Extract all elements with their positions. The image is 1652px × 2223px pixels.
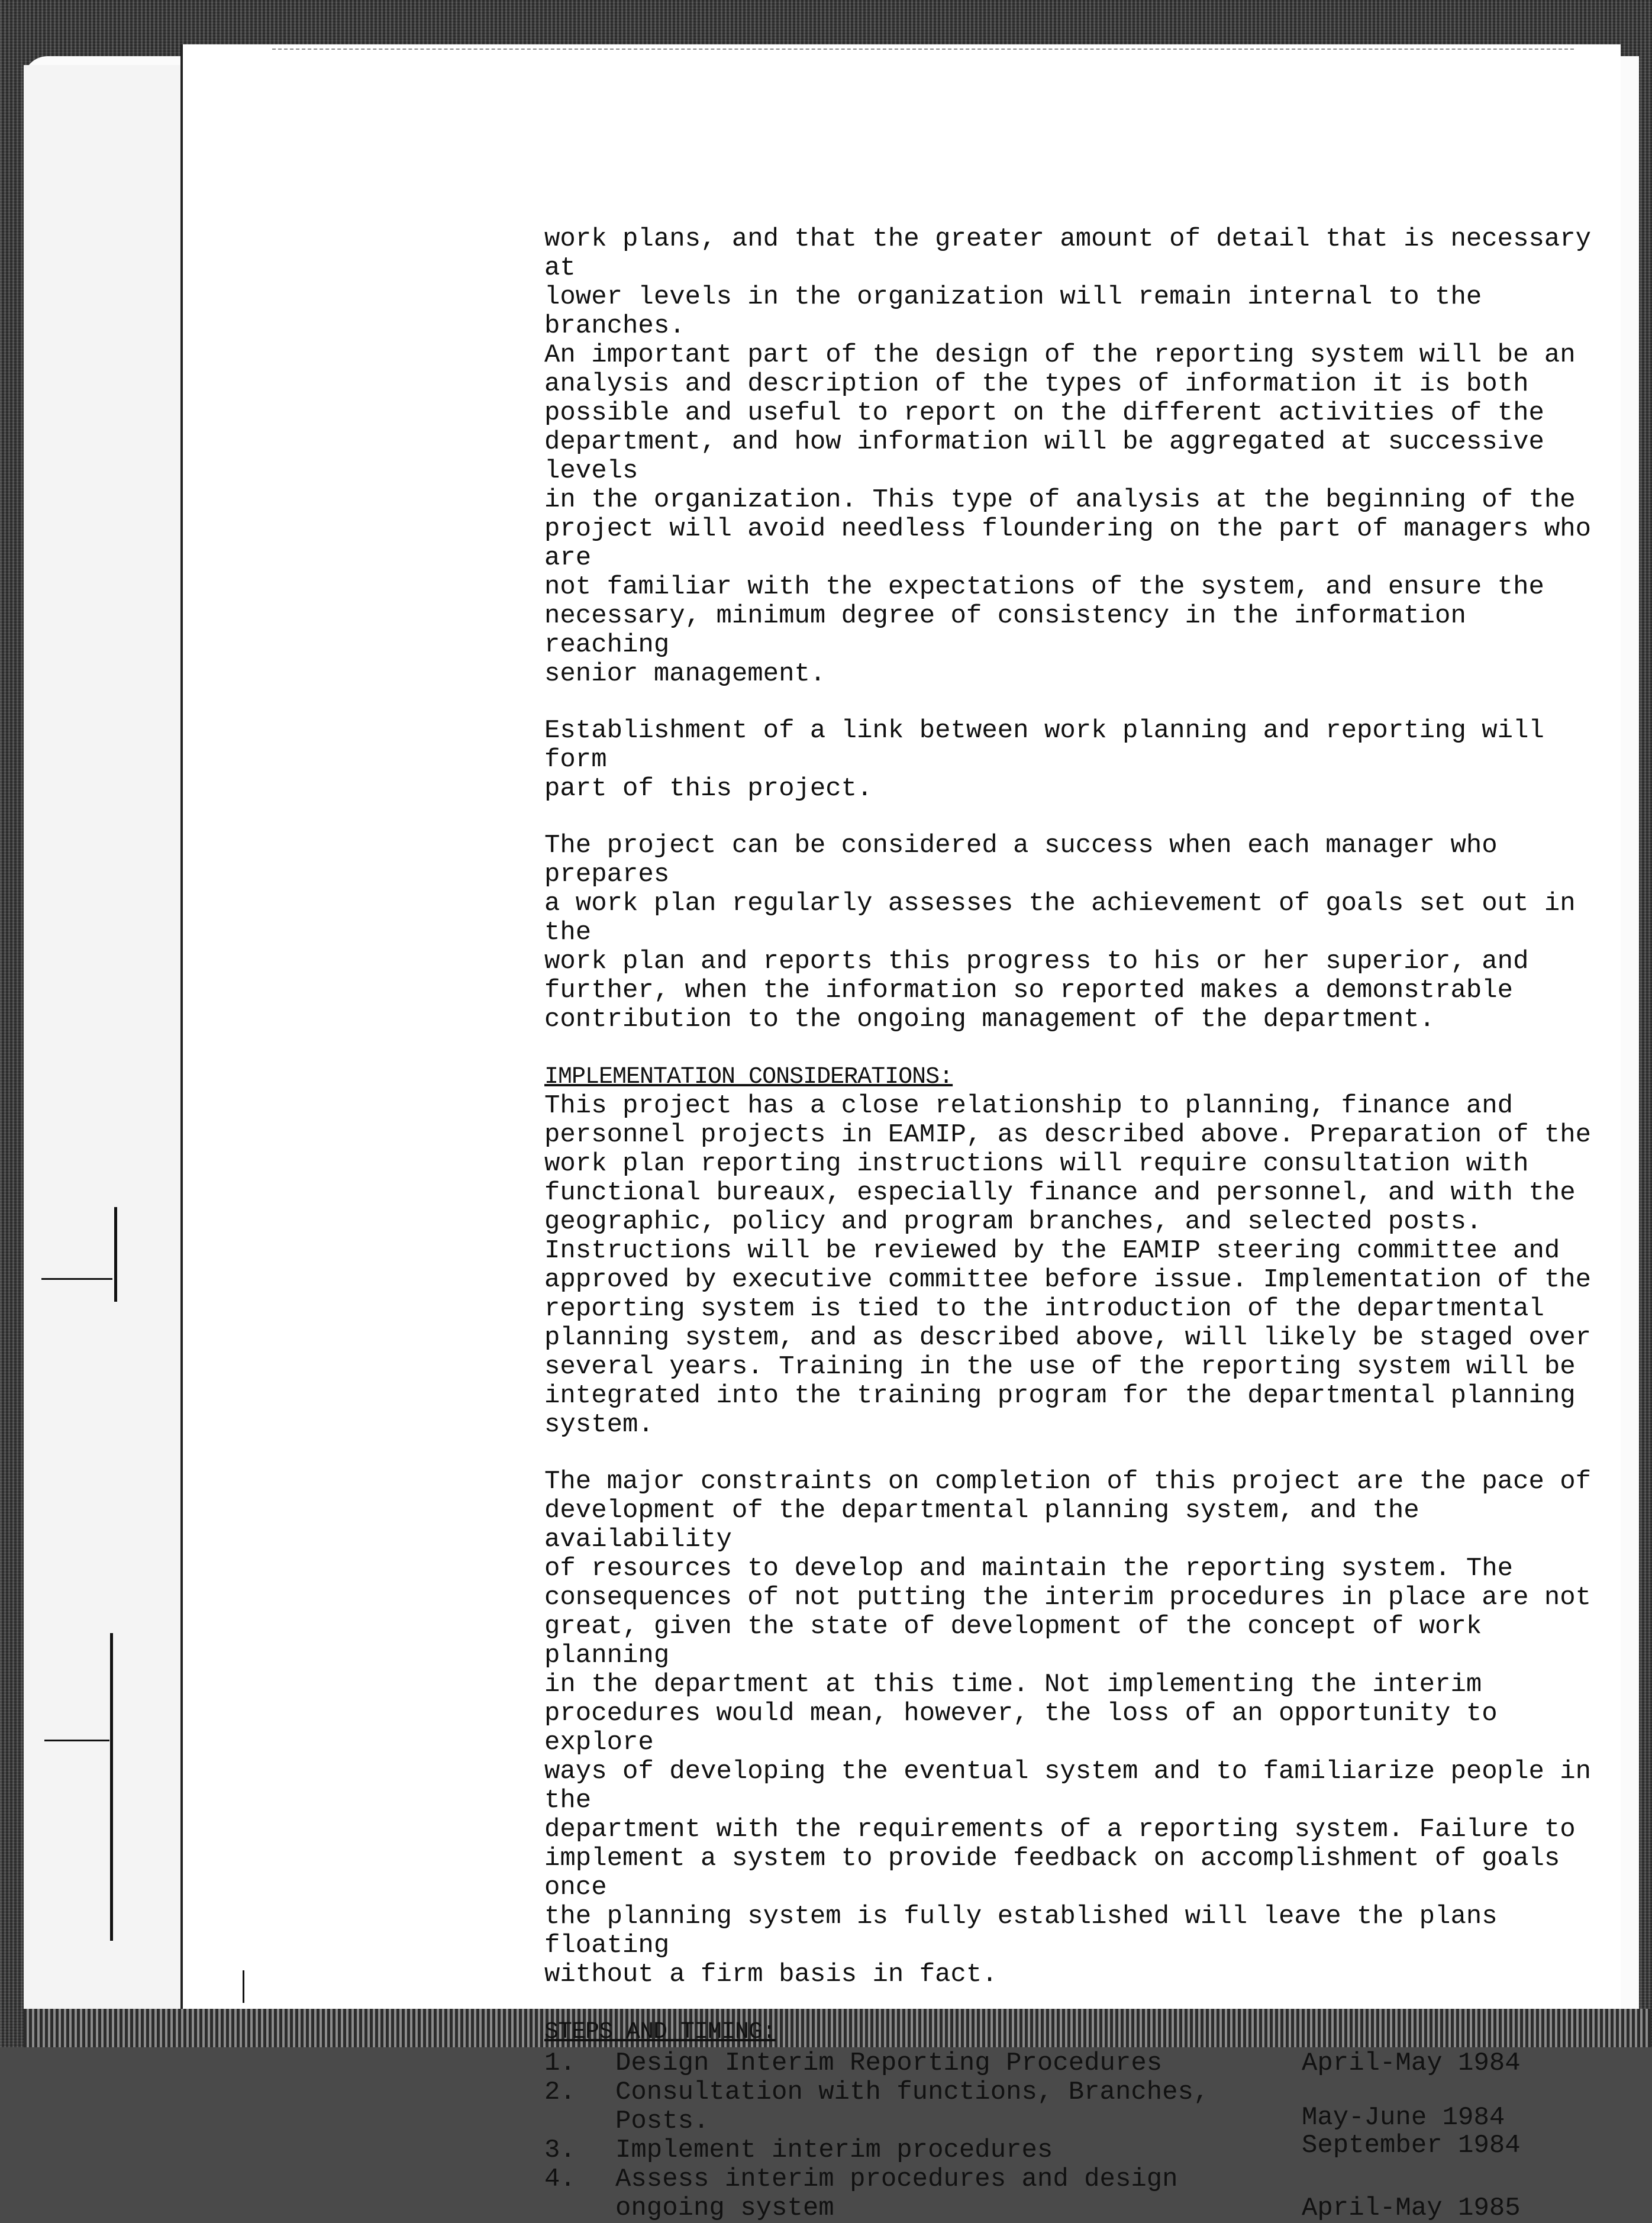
paragraph-reporting-design: work plans, and that the greater amount of detail that is necessary at lower levels in the organization will remain internal to the branches. An important part of the design of the reporting system will be an analysis and description of the types of information it is both possible and useful to report on the different activities of the department, and how information will be aggregated at successive levels in the organization. This type of analysis at the beginning of the project will avoid needless floundering on the part of managers who are not familiar with the expectations of the system, and ensure the necessary, minimum degree of consistency in the information reaching senior management. (544, 224, 1592, 689)
steps-heading: STEPS AND TIMING: (544, 2019, 776, 2045)
implementation-heading: IMPLEMENTATION CONSIDERATIONS: (544, 1064, 953, 1090)
document-body (544, 225, 1598, 2223)
step-description: Consultation with functions, Branches, Posts. (615, 2077, 1209, 2136)
margin-mark (41, 1278, 112, 1280)
page-top-edge (272, 49, 1574, 50)
step-number: 2. (544, 2077, 576, 2107)
steps-list (544, 2049, 1598, 2223)
step-row (544, 2049, 1598, 2078)
step-row (544, 2165, 1598, 2223)
step-date: May-June 1984 (1302, 2103, 1505, 2132)
step-date: April-May 1984 (1302, 2048, 1521, 2078)
step-number: 3. (544, 2135, 576, 2165)
step-date: September 1984 (1302, 2131, 1521, 2160)
paragraph-success-criteria: The project can be considered a success when each manager who prepares a work plan regularly assesses the achievement of goals set out in the work plan and reports this progress to his or her superior, and further, when the information so reported makes a demonstrable contribution to the ongoing management of the department. (544, 831, 1576, 1034)
step-row (544, 2131, 1598, 2165)
paragraph-constraints: The major constraints on completion of this project are the pace of development of the departmental planning system, and the availability of resources to develop and maintain the reporting system. The consequences of not putting the interim procedures in place are not great, given the state of development of the concept of work planning in the department at this time. Not implementing the interim procedures would mean, however, the loss of an opportunity to explore ways of developing the eventual system and to familiarize people in the department with the requirements of a reporting system. Failure to implement a system to provide feedback on accomplishment of goals once the planning system is fully established will leave the plans floating without a firm basis in fact. (544, 1467, 1592, 1989)
step-description: Implement interim procedures (615, 2135, 1053, 2165)
margin-mark (44, 1740, 109, 1741)
step-description: Assess interim procedures and design ongoing system (615, 2164, 1178, 2223)
margin-mark (110, 1633, 113, 1941)
margin-mark (114, 1207, 117, 1302)
margin-mark (243, 1970, 244, 2003)
step-description: Design Interim Reporting Procedures (615, 2048, 1163, 2078)
step-row (544, 2078, 1598, 2136)
step-number: 1. (544, 2048, 576, 2078)
step-number: 4. (544, 2164, 576, 2194)
paragraph-link-planning: Establishment of a link between work planning and reporting will form part of this project. (544, 716, 1544, 804)
step-date: April-May 1985 (1302, 2193, 1521, 2223)
paragraph-implementation: This project has a close relationship to planning, finance and personnel projects in EAMIP, as described above. Preparation of the work plan reporting instructions will require consultation with functional bureaux, especially finance and personnel, and with the geographic, policy and program branches, and selected posts. Instructions will be reviewed by the EAMIP steering committee and approved by executive committee before issue. Implementation of the reporting system is tied to the introduction of the departmental planning system, and as described above, will likely be staged over several years. Training in the use of the reporting system will be integrated into the training program for the departmental planning system. (544, 1091, 1592, 1440)
